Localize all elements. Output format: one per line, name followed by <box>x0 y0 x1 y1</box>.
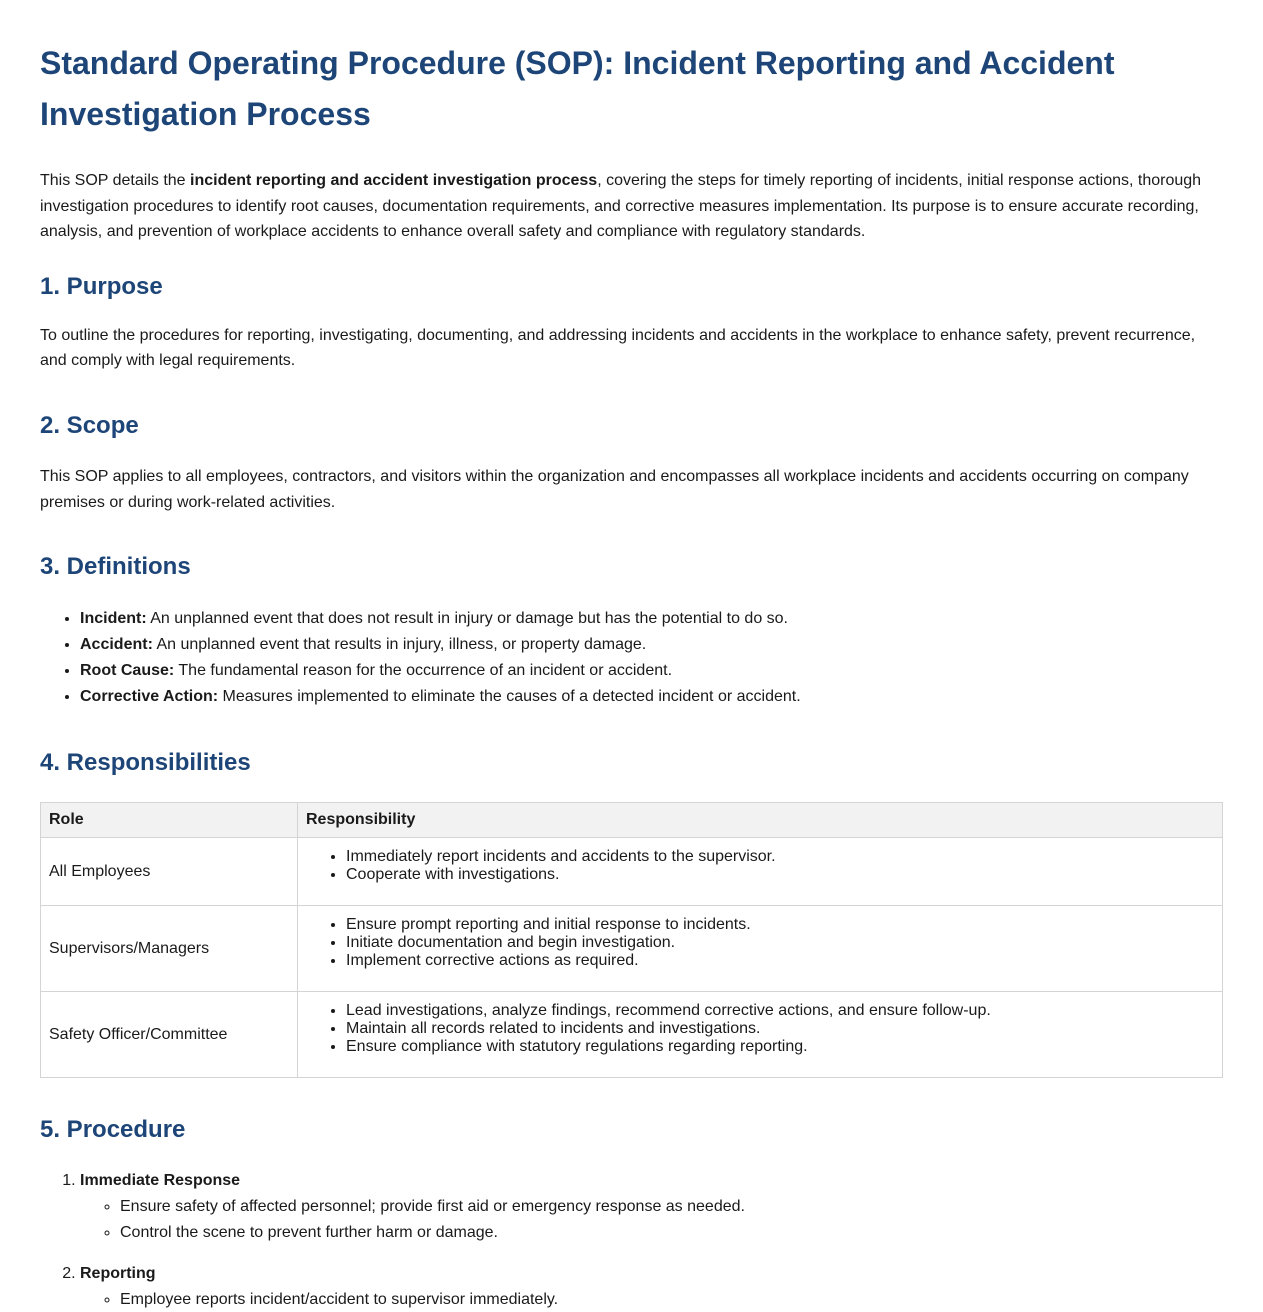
procedure-step <box>80 1261 1223 1312</box>
definition-text: An unplanned event that does not result in injury or damage but has the potential to do so. <box>146 610 788 628</box>
definition-item <box>80 606 1223 632</box>
section-scope <box>40 410 1223 515</box>
responsibility-item: • Cooperate with investigations. <box>346 866 1214 884</box>
procedure-step-title: Reporting <box>80 1264 156 1282</box>
definition-text: The fundamental reason for the occurrence of an incident or accident. <box>174 661 673 679</box>
definition-item <box>80 632 1223 658</box>
section-definitions <box>40 551 1223 709</box>
responsibility-cell <box>298 906 1223 992</box>
column-header-responsibility: Responsibility <box>298 803 1223 838</box>
section-responsibilities <box>40 747 1223 1078</box>
responsibilities-table <box>40 802 1223 1078</box>
responsibility-item: • Implement corrective actions as required. <box>346 952 1214 970</box>
intro-text-start: This SOP details the <box>40 172 190 189</box>
definition-term: Accident: <box>80 635 153 653</box>
definition-term: Root Cause: <box>80 661 175 679</box>
section-purpose <box>40 271 1223 374</box>
section-heading-scope: 2. Scope <box>40 411 139 439</box>
column-header-role: Role <box>41 803 298 838</box>
procedure-step <box>80 1168 1223 1245</box>
responsibility-item: • Lead investigations, analyze findings, recommend corrective actions, and ensure follow-up. <box>346 1002 1214 1020</box>
procedure-substep: ◦ Employee reports incident/accident to supervisor immediately. <box>120 1287 1223 1312</box>
definition-item <box>80 684 1223 710</box>
table-header-row <box>41 803 1223 838</box>
procedure-substep: ◦ Control the scene to prevent further harm or damage. <box>120 1220 1223 1246</box>
procedure-substep: ◦ Ensure safety of affected personnel; provide first aid or emergency response as needed. <box>120 1194 1223 1220</box>
section-heading-purpose: 1. Purpose <box>40 272 163 300</box>
role-cell: All Employees <box>41 838 298 906</box>
definition-term: Incident: <box>80 610 147 628</box>
responsibility-item: • Ensure prompt reporting and initial response to incidents. <box>346 916 1214 934</box>
section-procedure <box>40 1114 1223 1312</box>
intro-paragraph <box>40 168 1223 245</box>
responsibility-cell <box>298 838 1223 906</box>
section-heading-responsibilities: 4. Responsibilities <box>40 749 251 777</box>
section-heading-procedure: 5. Procedure <box>40 1116 186 1144</box>
procedure-steps-list <box>40 1168 1223 1312</box>
role-cell: Supervisors/Managers <box>41 906 298 992</box>
page-title: Standard Operating Procedure (SOP): Incident Reporting and Accident Investigation Process <box>40 45 1115 132</box>
section-heading-definitions: 3. Definitions <box>40 553 191 581</box>
responsibility-item: • Maintain all records related to incidents and investigations. <box>346 1020 1214 1038</box>
responsibility-list <box>306 848 1214 884</box>
definition-text: Measures implemented to eliminate the causes of a detected incident or accident. <box>218 687 801 705</box>
procedure-step-title: Immediate Response <box>80 1172 241 1190</box>
role-cell: Safety Officer/Committee <box>41 992 298 1078</box>
table-row <box>41 992 1223 1078</box>
table-row <box>41 838 1223 906</box>
definition-item <box>80 658 1223 684</box>
responsibility-item: • Immediately report incidents and accidents to the supervisor. <box>346 848 1214 866</box>
intro-text-bold: incident reporting and accident investigation process <box>190 172 598 189</box>
table-row <box>41 906 1223 992</box>
definitions-list <box>40 606 1223 709</box>
responsibility-list <box>306 1002 1214 1056</box>
definition-text: An unplanned event that results in injury, illness, or property damage. <box>152 635 647 653</box>
responsibility-list <box>306 916 1214 970</box>
responsibility-item: • Ensure compliance with statutory regulations regarding reporting. <box>346 1038 1214 1056</box>
scope-text: This SOP applies to all employees, contractors, and visitors within the organization and encompasses all workplace incidents and accidents occurring on company premises or during work-related activities. <box>40 467 1189 511</box>
intro-text-end: , covering the steps for timely reporting of incidents, initial response actions, thorough investigation procedures to identify root causes, documentation requirements, and corrective measures implementation. Its purpose is to ensure accurate recording, analysis, and prevention of workplace accidents to enhance overall safety and compliance with regulatory standards. <box>40 172 1202 241</box>
responsibility-cell <box>298 992 1223 1078</box>
purpose-text: To outline the procedures for reporting, investigating, documenting, and addressing incidents and accidents in the workplace to enhance safety, prevent recurrence, and comply with legal requirements. <box>40 326 1196 370</box>
procedure-substeps <box>80 1287 1223 1312</box>
procedure-substeps <box>80 1194 1223 1246</box>
definition-term: Corrective Action: <box>80 687 219 705</box>
responsibility-item: • Initiate documentation and begin investigation. <box>346 934 1214 952</box>
